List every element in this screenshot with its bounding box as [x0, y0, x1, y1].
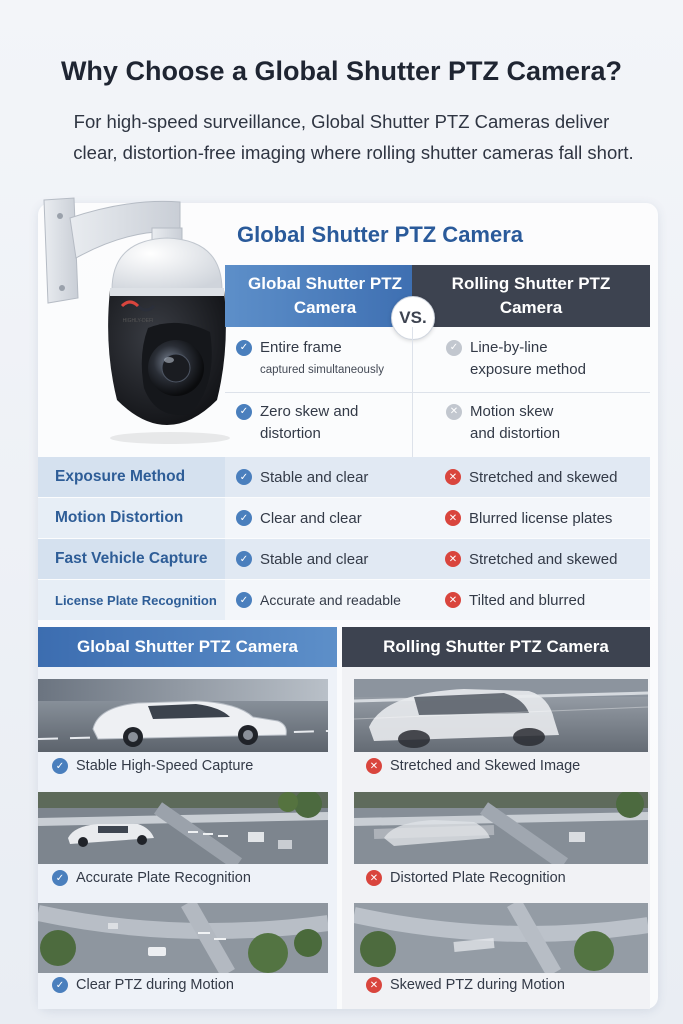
subtitle-line-2: clear, distortion-free imaging where rolling shutter cameras fall short. [73, 142, 634, 163]
comparison-row [38, 539, 650, 579]
rolling-photo-aerial [354, 903, 648, 973]
row-global-cell: ✓ Stable and clear [225, 457, 412, 497]
check-circle-icon: ✓ [236, 592, 252, 608]
row-label: Motion Distortion [38, 498, 225, 538]
row-global-cell: ✓ Stable and clear [225, 539, 412, 579]
check-circle-icon: ✓ [236, 340, 252, 356]
rolling-feature-2-main: Motion skew [470, 403, 554, 420]
global-feature-1 [236, 337, 384, 381]
row-rolling-cell: ✕ Tilted and blurred [412, 580, 650, 620]
row-global-cell: ✓ Clear and clear [225, 498, 412, 538]
cross-circle-icon: ✕ [366, 870, 382, 886]
rolling-feature-1-sub: exposure method [470, 361, 586, 378]
row-label: License Plate Recognition [38, 580, 225, 620]
rolling-photo-highway [354, 679, 648, 752]
rolling-section-head: Rolling Shutter PTZ Camera [342, 627, 650, 667]
rolling-feature-2-sub: and distortion [470, 425, 561, 442]
panel-heading: Global Shutter PTZ Camera [236, 222, 524, 247]
camera-brand-text: HIGHLY-DEFI [122, 318, 154, 324]
vs-badge: VS. [391, 296, 435, 340]
page-title: Why Choose a Global Shutter PTZ Camera? [60, 56, 623, 86]
check-circle-icon: ✓ [52, 977, 68, 993]
global-feature-2-sub: distortion [260, 425, 321, 442]
rolling-column-head: Rolling Shutter PTZ Camera [412, 265, 650, 327]
global-caption-2: ✓ Accurate Plate Recognition [52, 870, 251, 886]
feature-divider-horizontal [225, 392, 650, 393]
check-circle-icon: ✓ [236, 510, 252, 526]
global-feature-1-main: Entire frame [260, 339, 342, 356]
row-global-cell: ✓ Accurate and readable [225, 580, 412, 620]
rolling-caption-3: ✕ Skewed PTZ during Motion [366, 977, 565, 993]
rolling-feature-2 [446, 401, 560, 445]
cross-circle-icon: ✕ [446, 404, 462, 420]
global-caption-3: ✓ Clear PTZ during Motion [52, 977, 234, 993]
rolling-feature-1 [446, 337, 586, 381]
cross-circle-icon: ✕ [445, 469, 461, 485]
check-circle-icon: ✓ [52, 758, 68, 774]
global-photo-aerial [38, 903, 328, 973]
global-feature-2-main: Zero skew and [260, 403, 359, 420]
row-label: Exposure Method [38, 457, 225, 497]
row-label: Fast Vehicle Capture [38, 539, 225, 579]
global-photo-highway [38, 679, 328, 752]
global-caption-1: ✓ Stable High-Speed Capture [52, 758, 253, 774]
comparison-row [38, 580, 650, 620]
check-circle-icon: ✓ [446, 340, 462, 356]
check-circle-icon: ✓ [52, 870, 68, 886]
cross-circle-icon: ✕ [445, 551, 461, 567]
cross-circle-icon: ✕ [366, 977, 382, 993]
global-photo-intersection [38, 792, 328, 864]
cross-circle-icon: ✕ [366, 758, 382, 774]
page-subtitle [30, 106, 653, 168]
check-circle-icon: ✓ [236, 551, 252, 567]
global-section-head: Global Shutter PTZ Camera [38, 627, 337, 667]
cross-circle-icon: ✕ [445, 510, 461, 526]
comparison-row [38, 457, 650, 497]
row-rolling-cell: ✕ Stretched and skewed [412, 457, 650, 497]
rolling-photo-intersection [354, 792, 648, 864]
check-circle-icon: ✓ [236, 469, 252, 485]
row-rolling-cell: ✕ Blurred license plates [412, 498, 650, 538]
global-feature-1-sub: captured simultaneously [260, 364, 385, 376]
row-rolling-cell: ✕ Stretched and skewed [412, 539, 650, 579]
rolling-caption-2: ✕ Distorted Plate Recognition [366, 870, 566, 886]
cross-circle-icon: ✕ [445, 592, 461, 608]
rolling-caption-1: ✕ Stretched and Skewed Image [366, 758, 580, 774]
rolling-feature-1-main: Line-by-line [470, 339, 548, 356]
comparison-row [38, 498, 650, 538]
global-column-head: Global Shutter PTZ Camera [225, 265, 425, 327]
global-feature-2 [236, 401, 358, 445]
check-circle-icon: ✓ [236, 404, 252, 420]
subtitle-line-1: For high-speed surveillance, Global Shutter PTZ Cameras deliver [73, 111, 610, 132]
